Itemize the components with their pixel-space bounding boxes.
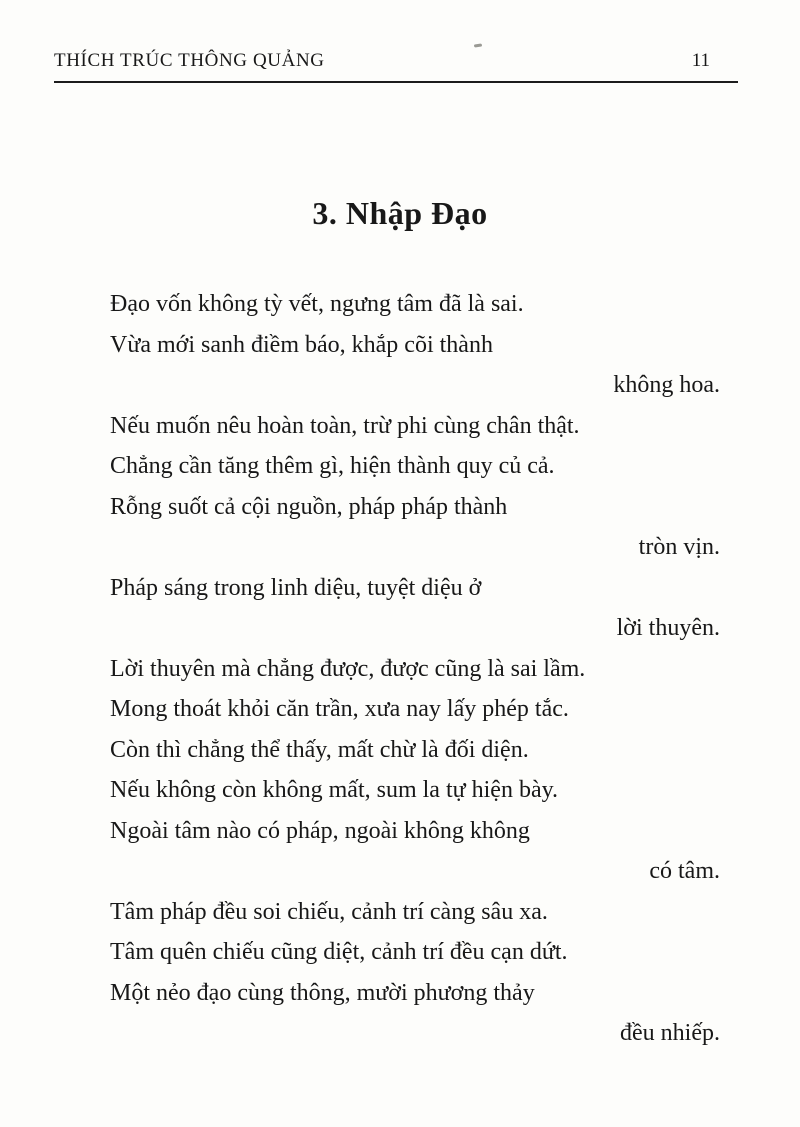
poem-line: Tâm quên chiếu cũng diệt, cảnh trí đều cạn dứt. bbox=[110, 939, 568, 965]
poem-line: Tâm pháp đều soi chiếu, cảnh trí càng sâu xa. bbox=[110, 898, 548, 925]
poem-line: Đạo vốn không tỳ vết, ngưng tâm đã là sai. bbox=[110, 291, 524, 317]
poem-line: Mong thoát khỏi căn trần, xưa nay lấy phép tắc. bbox=[110, 696, 569, 722]
poem-line: có tâm. bbox=[649, 858, 720, 884]
poem-line: đều nhiếp. bbox=[620, 1020, 720, 1046]
poem-line: Một nẻo đạo cùng thông, mười phương thảy bbox=[110, 979, 535, 1006]
poem-line: Nếu muốn nêu hoàn toàn, trừ phi cùng chân thật. bbox=[110, 412, 580, 439]
poem-line: Chẳng cần tăng thêm gì, hiện thành quy củ cả. bbox=[110, 453, 555, 479]
section-title: 3. Nhập Đạo bbox=[312, 195, 488, 231]
poem-line: lời thuyên. bbox=[616, 615, 720, 641]
poem-line: Ngoài tâm nào có pháp, ngoài không không bbox=[110, 817, 530, 844]
page-number: 11 bbox=[691, 50, 710, 71]
poem-line: Vừa mới sanh điềm báo, khắp cõi thành bbox=[110, 331, 493, 358]
poem-line: Nếu không còn không mất, sum la tự hiện bày. bbox=[110, 777, 559, 803]
scan-artifact bbox=[474, 43, 482, 47]
poem-line: Rỗng suốt cả cội nguồn, pháp pháp thành bbox=[110, 493, 508, 520]
running-title: THÍCH TRÚC THÔNG QUẢNG bbox=[54, 50, 325, 71]
poem-line: Pháp sáng trong linh diệu, tuyệt diệu ở bbox=[110, 574, 482, 601]
poem-line: Lời thuyên mà chẳng được, được cũng là sai lầm. bbox=[110, 655, 586, 682]
poem-line: tròn vịn. bbox=[638, 534, 720, 560]
poem-line: Còn thì chẳng thể thấy, mất chừ là đối diện. bbox=[110, 736, 529, 763]
poem-line: không hoa. bbox=[613, 372, 720, 398]
poem-body bbox=[0, 284, 800, 1054]
page-header bbox=[54, 50, 738, 83]
